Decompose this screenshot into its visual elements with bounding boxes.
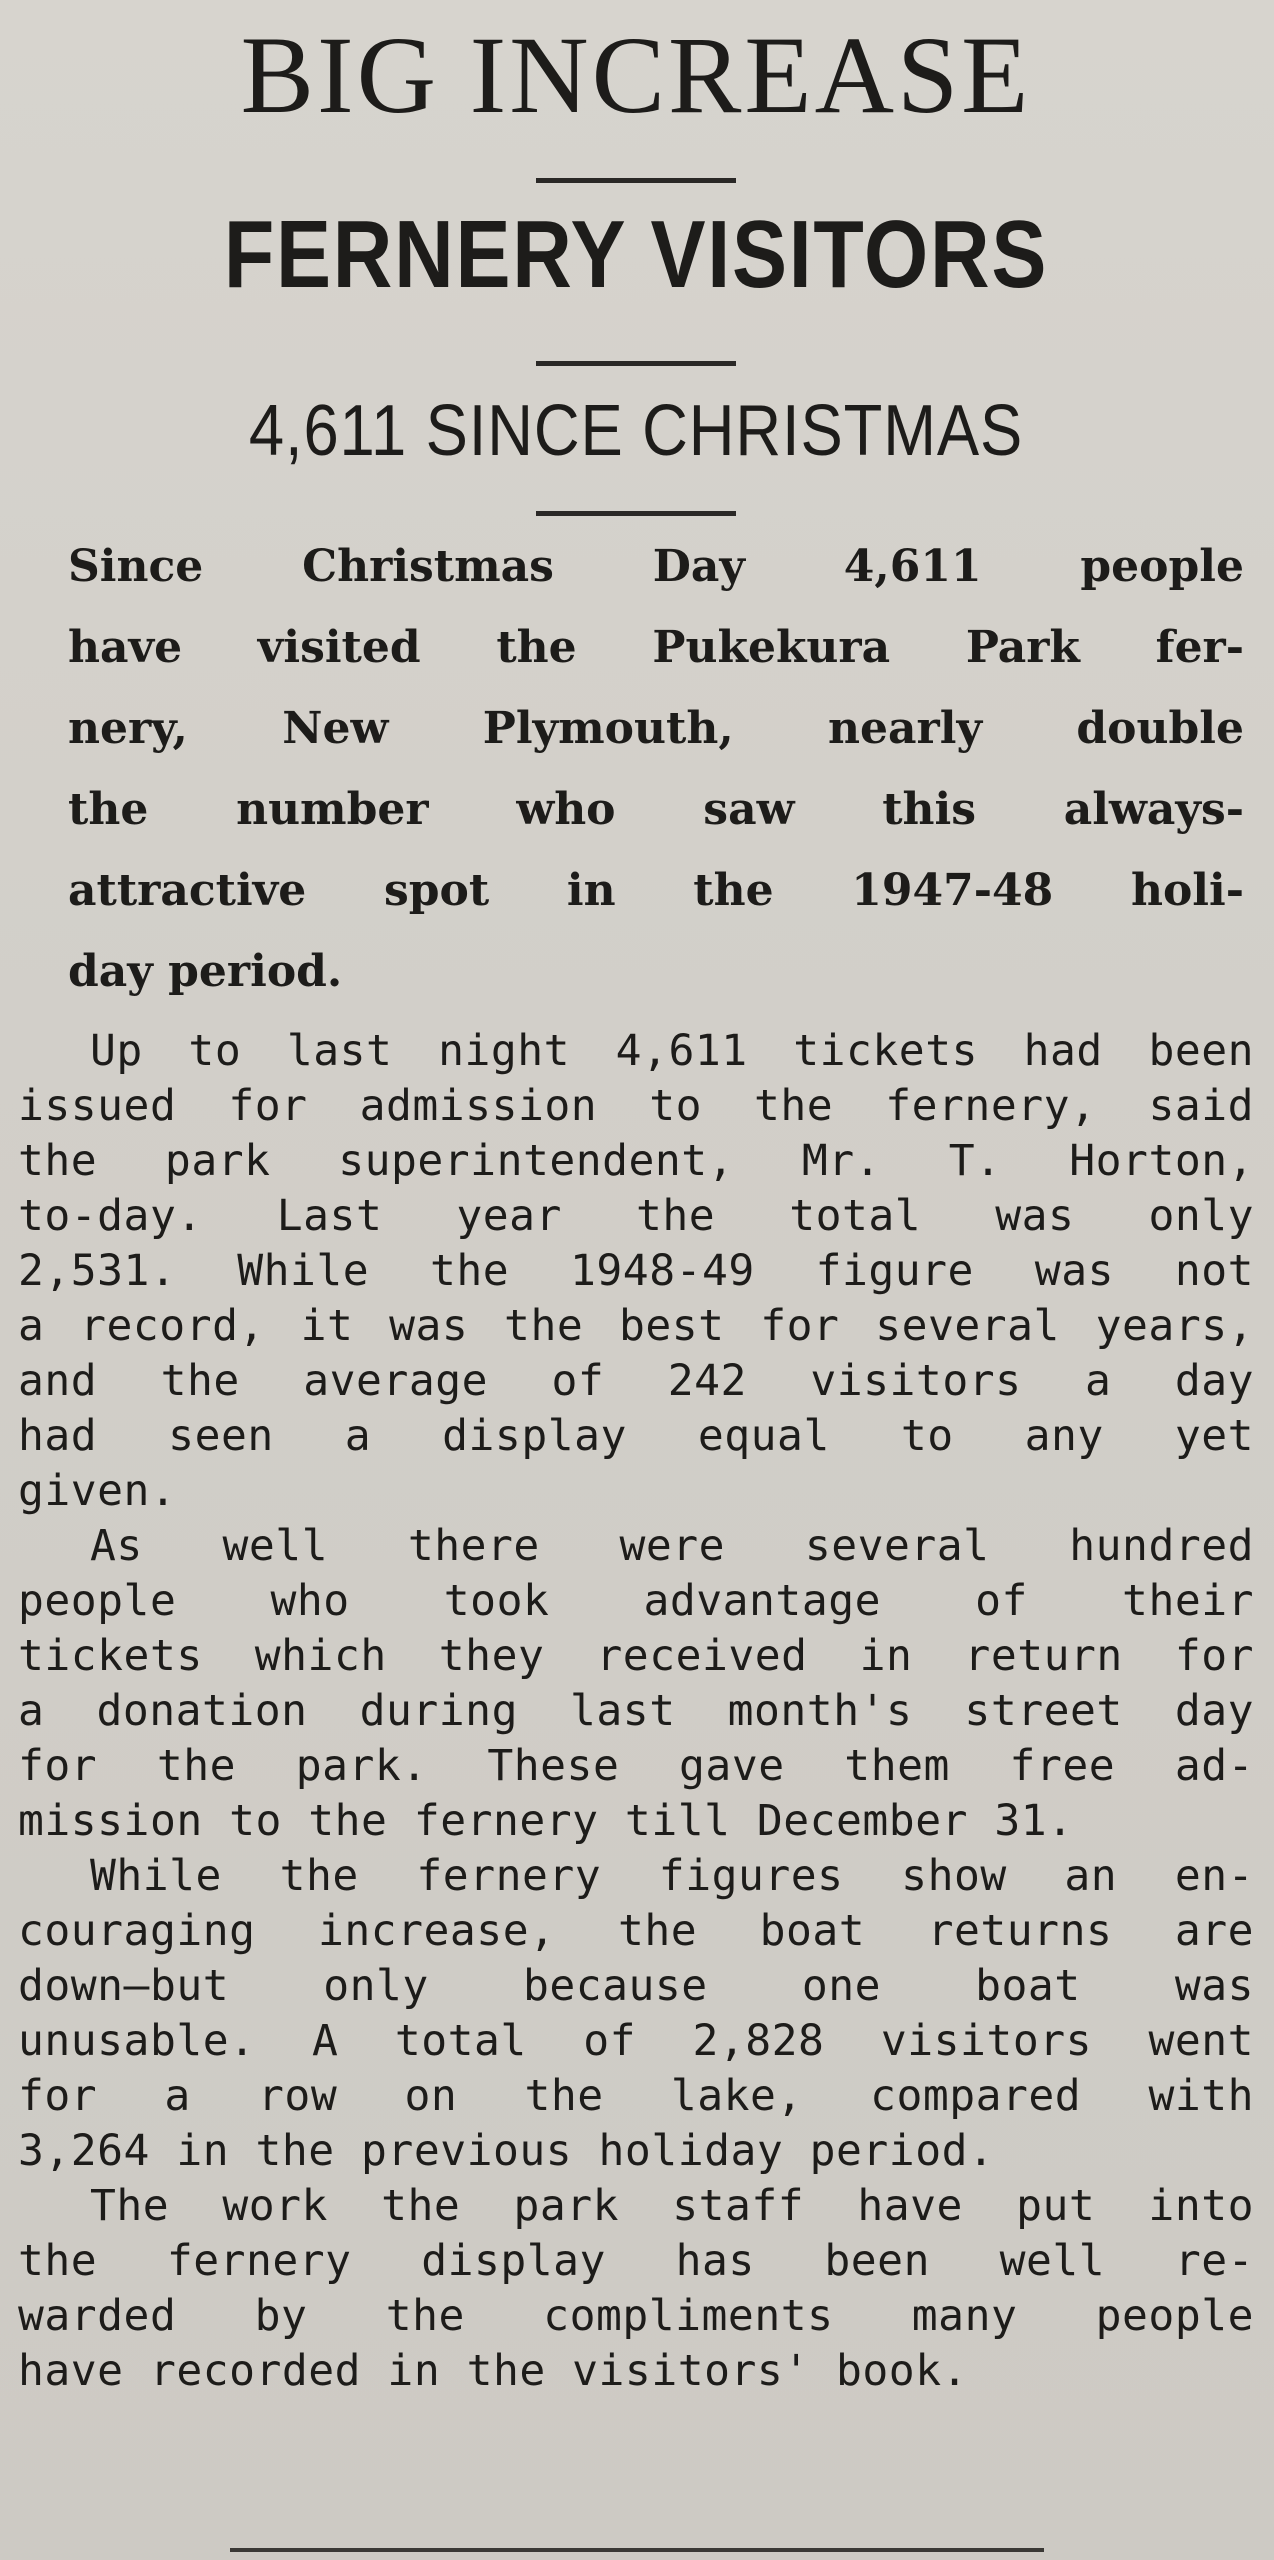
body-line: have recorded in the visitors' book. <box>18 2346 968 2397</box>
article-body <box>18 1024 1254 2399</box>
body-line: a record, it was the best for several years, <box>18 1301 1254 1352</box>
body-line: mission to the fernery till December 31. <box>18 1796 1074 1847</box>
body-line: The work the park staff have put into <box>90 2181 1254 2232</box>
body-line: for the park. These gave them free ad- <box>18 1741 1254 1792</box>
body-line: issued for admission to the fernery, said <box>18 1081 1254 1132</box>
body-line: the fernery display has been well re- <box>18 2236 1254 2287</box>
body-line: couraging increase, the boat returns are <box>18 1906 1254 1957</box>
body-line: warded by the compliments many people <box>18 2291 1254 2342</box>
deck-divider <box>536 511 736 516</box>
lead-line: the number who saw this always- <box>68 784 1244 836</box>
subheadline-divider <box>536 361 736 366</box>
body-line: had seen a display equal to any yet <box>18 1411 1254 1462</box>
body-line: unusable. A total of 2,828 visitors went <box>18 2016 1254 2067</box>
lead-line: have visited the Pukekura Park fer- <box>68 622 1244 674</box>
body-line: As well there were several hundred <box>90 1521 1254 1572</box>
lead-line: attractive spot in the 1947-48 holi- <box>68 865 1244 917</box>
body-line: and the average of 242 visitors a day <box>18 1356 1254 1407</box>
body-line: tickets which they received in return for <box>18 1631 1254 1682</box>
bottom-divider <box>230 2548 1044 2552</box>
body-line: for a row on the lake, compared with <box>18 2071 1254 2122</box>
lead-line: nery, New Plymouth, nearly double <box>68 703 1244 755</box>
subheadline: FERNERY VISITORS <box>223 200 1049 308</box>
body-line: the park superintendent, Mr. T. Horton, <box>18 1136 1254 1187</box>
body-line: 2,531. While the 1948-49 figure was not <box>18 1246 1254 1297</box>
body-line: 3,264 in the previous holiday period. <box>18 2126 995 2177</box>
headline: BIG INCREASE <box>240 14 1032 136</box>
body-line: to-day. Last year the total was only <box>18 1191 1254 1242</box>
body-line: people who took advantage of their <box>18 1576 1254 1627</box>
body-line: down—but only because one boat was <box>18 1961 1254 2012</box>
lead-line: Since Christmas Day 4,611 people <box>68 541 1244 593</box>
body-line: a donation during last month's street day <box>18 1686 1254 1737</box>
body-line: Up to last night 4,611 tickets had been <box>90 1026 1254 1077</box>
lead-line: day period. <box>68 946 343 998</box>
headline-divider <box>536 178 736 183</box>
deck: 4,611 SINCE CHRISTMAS <box>248 391 1024 472</box>
lead-paragraph <box>18 526 1254 1012</box>
body-line: given. <box>18 1466 177 1517</box>
body-line: While the fernery figures show an en- <box>90 1851 1254 1902</box>
